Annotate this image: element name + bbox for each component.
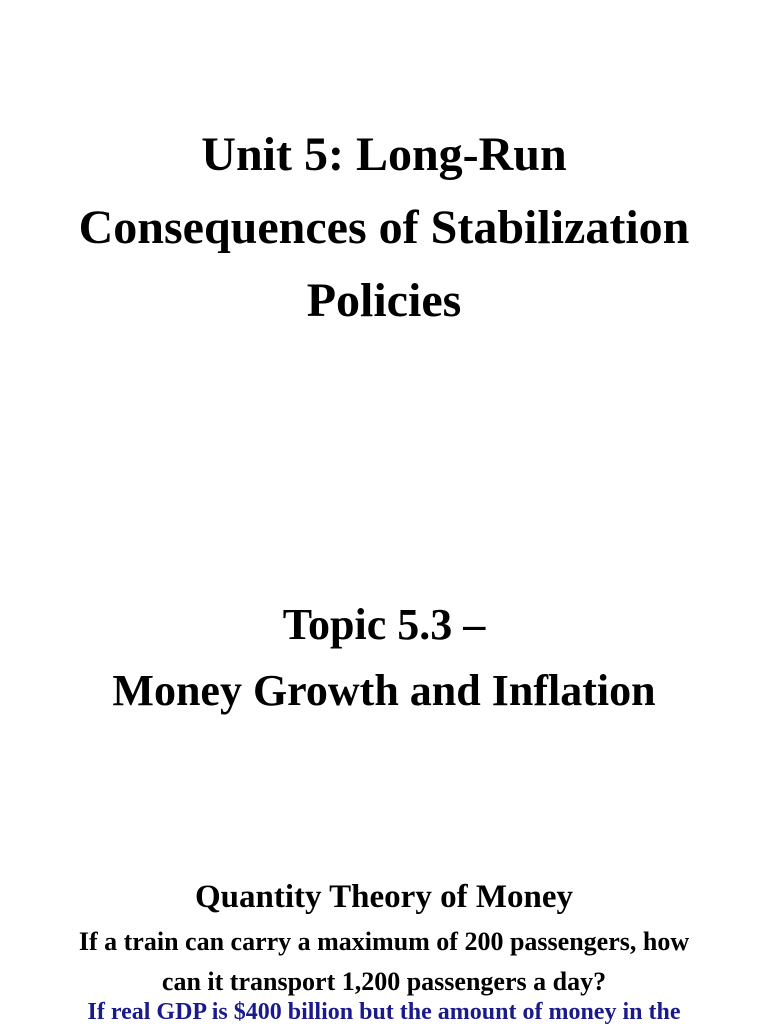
- unit-title-line-1: Unit 5: Long-Run: [201, 128, 567, 181]
- unit-title-line-2: Consequences of Stabilization: [78, 201, 690, 254]
- quantity-theory-heading: Quantity Theory of Money: [195, 879, 573, 915]
- unit-title-line-3: Policies: [306, 274, 462, 327]
- topic-title: [0, 592, 768, 724]
- topic-title-line-1: Topic 5.3 –: [282, 600, 486, 649]
- topic-title-line-2: Money Growth and Inflation: [112, 666, 656, 715]
- gdp-example-text: If real GDP is $400 billion but the amount of money in the: [87, 999, 681, 1025]
- train-question: [0, 922, 768, 1002]
- unit-title: [0, 118, 768, 337]
- train-question-line-1: If a train can carry a maximum of 200 passengers, how: [78, 927, 690, 956]
- train-question-line-2: can it transport 1,200 passengers a day?: [161, 967, 607, 996]
